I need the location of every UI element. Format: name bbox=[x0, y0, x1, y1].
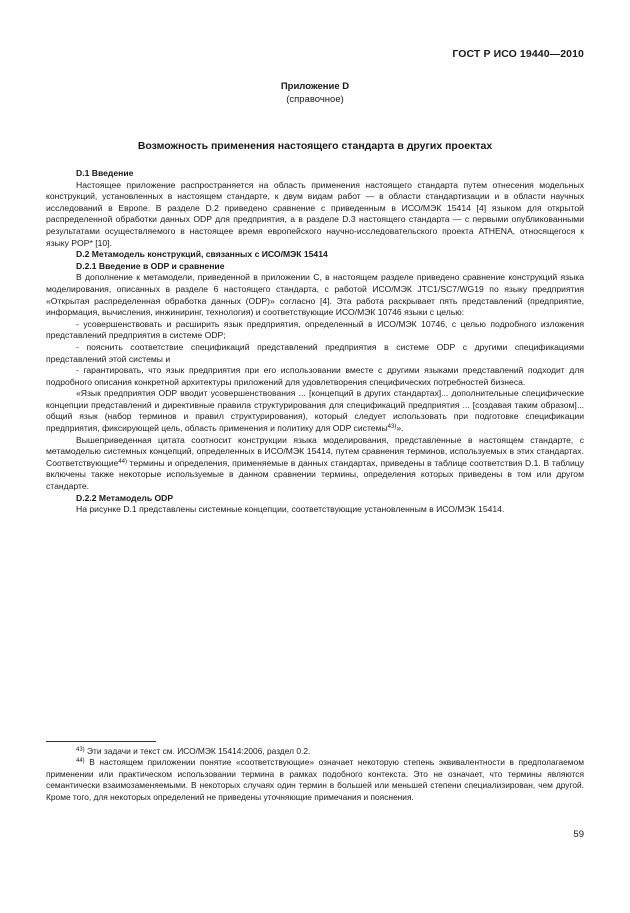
footnote-44-mark: 44) bbox=[76, 758, 85, 765]
list-item: - усовершенствовать и расширить язык предприятия, определенный в ИСО/МЭК 10746, с целью подробного изложения представлений предприятия в системе ODP; bbox=[46, 318, 584, 341]
footnotes bbox=[46, 746, 584, 803]
section-d1-paragraph: Настоящее приложение распространяется на область применения настоящего стандарта путем отнесения модельных конструкций, установленных в настоящем стандарте, к двум видам работ — в области стандартизации и в области научных исследований в Европе. В разделе D.2 приведено сравнение с приведенным в ИСО/МЭК 15414 [4] языком для открытой распределенной обработки данных ODP для предприятия, а в разделе D.3 настоящего стандарта — с первыми опубликованными результатами осуществляемого в настоящее время европейского научно-исследовательского проекта ATHENA, относящегося к языку POP* [10]. bbox=[46, 179, 584, 248]
footnote-divider bbox=[46, 741, 156, 742]
footnote-ref-44: 44) bbox=[118, 458, 127, 465]
quote-end: ». bbox=[396, 423, 404, 434]
quote-paragraph bbox=[46, 388, 584, 434]
annex-title: Приложение D bbox=[280, 81, 350, 92]
footnote-43-mark: 43) bbox=[76, 747, 85, 753]
section-d1-heading: D.1 Введение bbox=[76, 168, 134, 178]
page-number: 59 bbox=[573, 829, 584, 840]
footnote-43-text: Эти задачи и текст см. ИСО/МЭК 15414:2006, раздел 0.2. bbox=[84, 746, 311, 756]
annex-heading bbox=[0, 80, 630, 106]
section-d21-heading: D.2.1 Введение в ODP и сравнение bbox=[76, 260, 225, 271]
body-text bbox=[46, 168, 584, 516]
comparison-text-b: термины и определения, применяемые в данных стандартах, приведены в таблице соответствия D.1. В таблицу включены также некоторые используемые в данном сравнении термины, определения которых приведены в том или другом стандарте. bbox=[46, 457, 584, 492]
comparison-paragraph bbox=[46, 435, 584, 493]
annex-subtitle: (справочное) bbox=[286, 94, 344, 105]
section-d2-heading: D.2 Метамодель конструкций, связанных с ИСО/МЭК 15414 bbox=[76, 249, 328, 260]
comparison-text-a: Вышеприведенная цитата соотносит конструкции языка моделирования, представленные в настоящем стандарте, с метамоделью системных концепций, определенных в ИСО/МЭК 15414, путем сравнения терминов, используемых в этих стандартах. Соответствующие bbox=[46, 434, 584, 468]
footnote-44-text: В настоящем приложении понятие «соответствующие» означает некоторую степень эквивалентности в предполагаемом применении или практическом использовании термина в рамках подобного контекста. Это не означает, что термины являются семантически взаимозаменяемыми. В некоторых случаях один термин в большей или меньшей степени специализирован, чем другой. Кроме того, для некоторых определений не приведены уточняющие примечания и пояснения. bbox=[46, 757, 584, 802]
quote-text: «Язык предприятия ODP вводит усовершенствования ... [концепций в других стандартах]... дополнительные специфические концепции представлений и директивные правила структурирования для спецификаций предприятия ... [создавая таким образом]... общий язык (набор терминов и правил структурирования), который следует использовать при подготовке спецификации предприятия, фиксирующей цель, область применения и политику для ODP системы bbox=[46, 388, 584, 434]
section-d22-heading: D.2.2 Метамодель ODP bbox=[76, 492, 174, 503]
section-d22-paragraph: На рисунке D.1 представлены системные концепции, соответствующие установленным в ИСО/МЭК 15414. bbox=[76, 504, 505, 515]
footnote-43 bbox=[46, 746, 584, 757]
section-d21-paragraph: В дополнение к метамодели, приведенной в приложении C, в настоящем разделе приведено сравнение конструкций языка моделирования, описанных в разделе 6 настоящего стандарта, с работой ИСО/МЭК JTC1/SC7/WG19 по языку предприятия «Открытая распределенная обработка данных (ODP)» согласно [4]. Эта работа раскрывает пять представлений (предприятие, информация, вычисления, инжиниринг, технология) и соответствующие ИСО/МЭК 10746 языки с целью: bbox=[46, 272, 584, 318]
list-item: - гарантировать, что язык предприятия при его использовании вместе с другими языками представлений подходит для подробного описания конкретной архитектуры приложений для удовлетворения специфических потребностей бизнеса. bbox=[46, 365, 584, 387]
page-title: Возможность применения настоящего стандарта в других проектах bbox=[137, 140, 493, 152]
footnote-ref-43: 43) bbox=[387, 424, 397, 431]
footnote-44 bbox=[46, 757, 584, 803]
standard-code: ГОСТ Р ИСО 19440—2010 bbox=[452, 48, 584, 60]
list-item: - пояснить соответствие спецификаций представлений предприятия в системе ODP с другими спецификациями представлений этой системы и bbox=[46, 341, 584, 364]
